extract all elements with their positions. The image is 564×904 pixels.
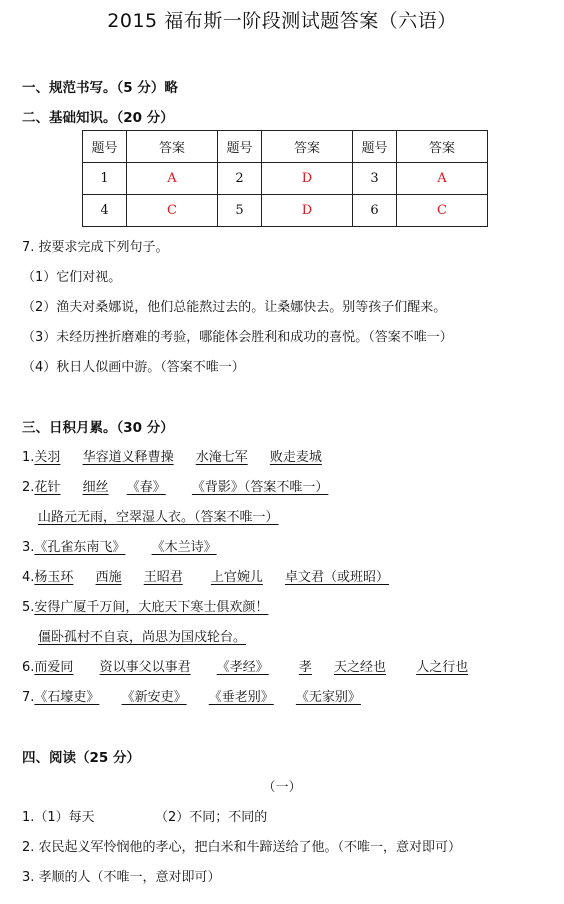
s3-line-7 [22,686,361,705]
table-header-cell: 题号 [218,131,262,163]
reading-answer-2: 2. 农民起义军怜悯他的孝心，把白米和牛蹄送给了他。（不唯一，意对即可） [22,840,462,855]
question-number-cell: 5 [218,195,262,227]
answer-blank: 卓文君（或班昭） [285,570,390,585]
answer-blank: 关羽 [34,450,61,465]
answer-cell: A [127,163,218,195]
answer-blank: 《石壕吏》 [34,690,100,705]
s3-line-4 [22,566,389,585]
reading-part-label: （一） [262,780,302,795]
answer-blank: 安得广厦千万间，大庇天下寒士俱欢颜！ [34,600,269,615]
answer-blank: 上官婉儿 [210,570,263,585]
line-number: 1. [22,450,35,465]
answer-blank: 水淹七军 [195,450,248,465]
reading-answer-1a: 1.（1）每天 [22,810,95,825]
line-number: 6. [22,660,35,675]
table-header-cell: 答案 [397,131,488,163]
table-header-cell: 答案 [262,131,353,163]
line-number: 4. [22,570,35,585]
answer-blank: 人之行也 [416,660,469,675]
answer-blank: 王昭君 [143,570,183,585]
s3-line-5 [22,596,268,615]
reading-answer-3: 3. 孝顺的人（不唯一，意对即可） [22,870,221,885]
answer-blank: 而爱同 [34,660,74,675]
q7-item: （2）渔夫对桑娜说，他们总能熬过去的。让桑娜快去。别等孩子们醒来。 [22,300,447,315]
question-number-cell: 2 [218,163,262,195]
answer-blank: 《木兰诗》 [151,540,217,555]
s3-line-2b [38,506,279,525]
answer-cell: C [127,195,218,227]
answer-blank: 《垂老别》 [208,690,274,705]
answer-blank: 华容道义释曹操 [82,450,174,465]
section-1-heading: 一、规范书写。（5 分）略 [22,80,178,96]
answer-blank: 杨玉环 [34,570,74,585]
answer-blank: 《春》 [126,480,166,495]
answer-blank: 《孔雀东南飞》 [34,540,126,555]
answer-blank: 《背影》（答案不唯一） [191,480,329,495]
line-number: 3. [22,540,35,555]
s3-line-3 [22,536,217,555]
line-number: 7. [22,690,35,705]
answer-cell: D [262,163,353,195]
answer-cell: D [262,195,353,227]
answer-blank: 僵卧孤村不自哀，尚思为国戍轮台。 [38,630,247,645]
section-4-heading: 四、阅读（25 分） [22,750,140,766]
page-title: 2015 福布斯一阶段测试题答案（六语） [107,10,457,32]
s3-line-2 [22,476,328,495]
answer-blank: 花针 [34,480,61,495]
answer-blank: 资以事父以事君 [99,660,191,675]
question-number-cell: 1 [83,163,127,195]
answer-blank: 天之经也 [334,660,387,675]
q7-prompt: 7. 按要求完成下列句子。 [22,240,169,255]
answer-cell: A [397,163,488,195]
table-header-row [83,131,488,163]
answer-blank: 《新安吏》 [121,690,187,705]
reading-answer-1 [22,806,267,825]
answer-blank: 孝 [298,660,312,675]
line-number: 2. [22,480,35,495]
q7-item: （4）秋日人似画中游。（答案不唯一） [22,360,245,375]
s3-line-1 [22,446,322,465]
section-3-heading: 三、日积月累。（30 分） [22,420,174,436]
question-number-cell: 4 [83,195,127,227]
answer-blank: 山路元无雨，空翠湿人衣。（答案不唯一） [38,510,279,525]
answer-blank: 《无家别》 [295,690,361,705]
s3-line-5b [38,626,246,645]
answer-table [82,130,488,227]
table-header-cell: 答案 [127,131,218,163]
q7-item: （3）未经历挫折磨难的考验，哪能体会胜利和成功的喜悦。（答案不唯一） [22,330,453,345]
answer-blank: 败走麦城 [269,450,322,465]
answer-blank: 细丝 [82,480,109,495]
section-2-heading: 二、基础知识。（20 分） [22,110,174,126]
question-number-cell: 6 [353,195,397,227]
table-header-cell: 题号 [83,131,127,163]
answer-blank: 《孝经》 [216,660,269,675]
table-header-cell: 题号 [353,131,397,163]
table-row [83,163,488,195]
answer-blank: 西施 [95,570,122,585]
question-number-cell: 3 [353,163,397,195]
reading-answer-1b: （2）不同；不同的 [154,810,268,825]
s3-line-6 [22,656,468,675]
table-row [83,195,488,227]
q7-item: （1）它们对视。 [22,270,122,285]
line-number: 5. [22,600,35,615]
answer-cell: C [397,195,488,227]
